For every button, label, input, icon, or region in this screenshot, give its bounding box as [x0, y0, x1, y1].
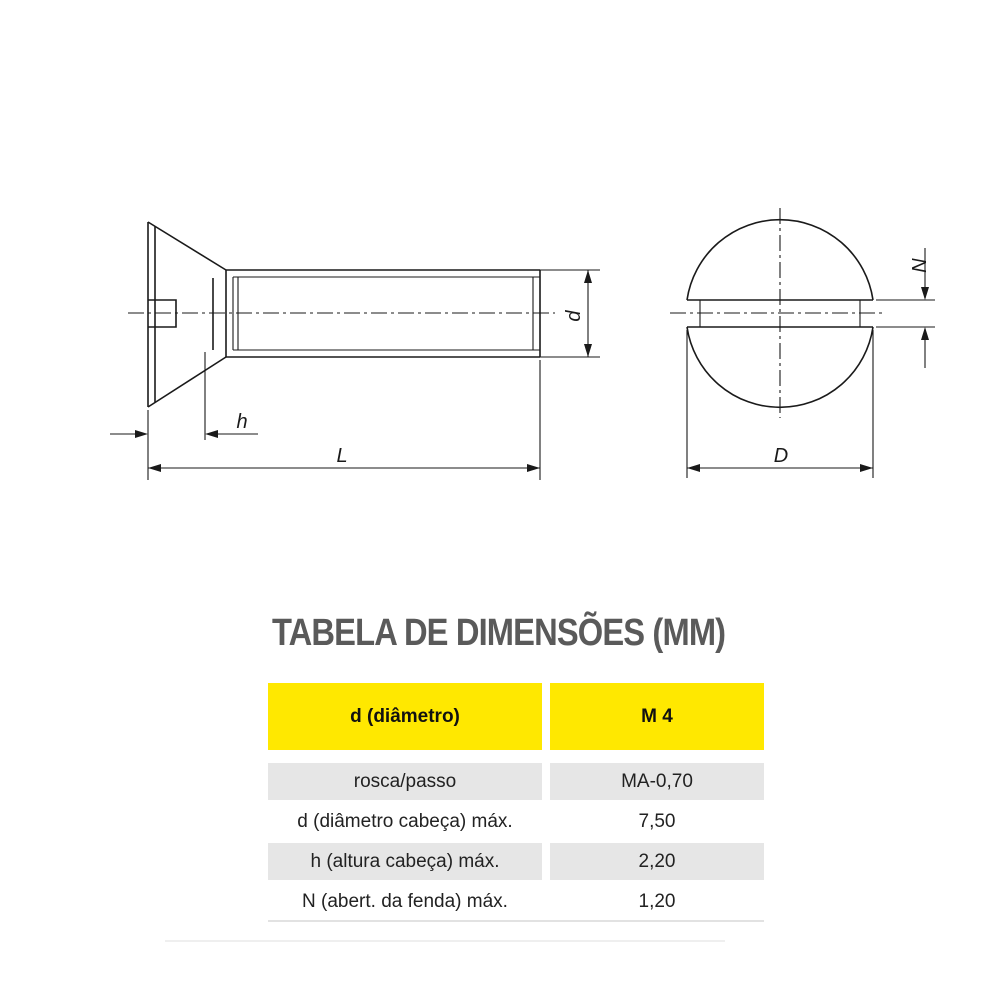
row-value: MA-0,70 [550, 763, 764, 800]
screw-head-front-view [670, 208, 935, 478]
row-label: rosca/passo [268, 763, 542, 800]
table-row [268, 763, 764, 800]
row-label: h (altura cabeça) máx. [268, 843, 542, 880]
dimensions-table [268, 683, 764, 922]
table-header-row [268, 683, 764, 750]
table-row [268, 803, 764, 840]
row-label: d (diâmetro cabeça) máx. [297, 810, 513, 832]
row-value: 2,20 [550, 843, 764, 880]
dim-label-D: D [773, 445, 789, 467]
table-row [268, 883, 764, 922]
dim-label-d: d [563, 310, 585, 322]
header-diameter: d (diâmetro) [268, 683, 542, 750]
table-row [268, 843, 764, 880]
dim-label-h: h [236, 411, 248, 433]
bottom-divider [165, 940, 725, 942]
header-size: M 4 [550, 683, 764, 750]
dim-label-N: N [907, 257, 929, 273]
row-value: 1,20 [638, 890, 676, 912]
screw-side-view [110, 222, 600, 480]
row-value: 7,50 [638, 810, 676, 832]
table-title: TABELA DE DIMENSÕES (MM) [272, 612, 726, 654]
row-label: N (abert. da fenda) máx. [302, 890, 508, 912]
dim-label-L: L [336, 445, 348, 467]
